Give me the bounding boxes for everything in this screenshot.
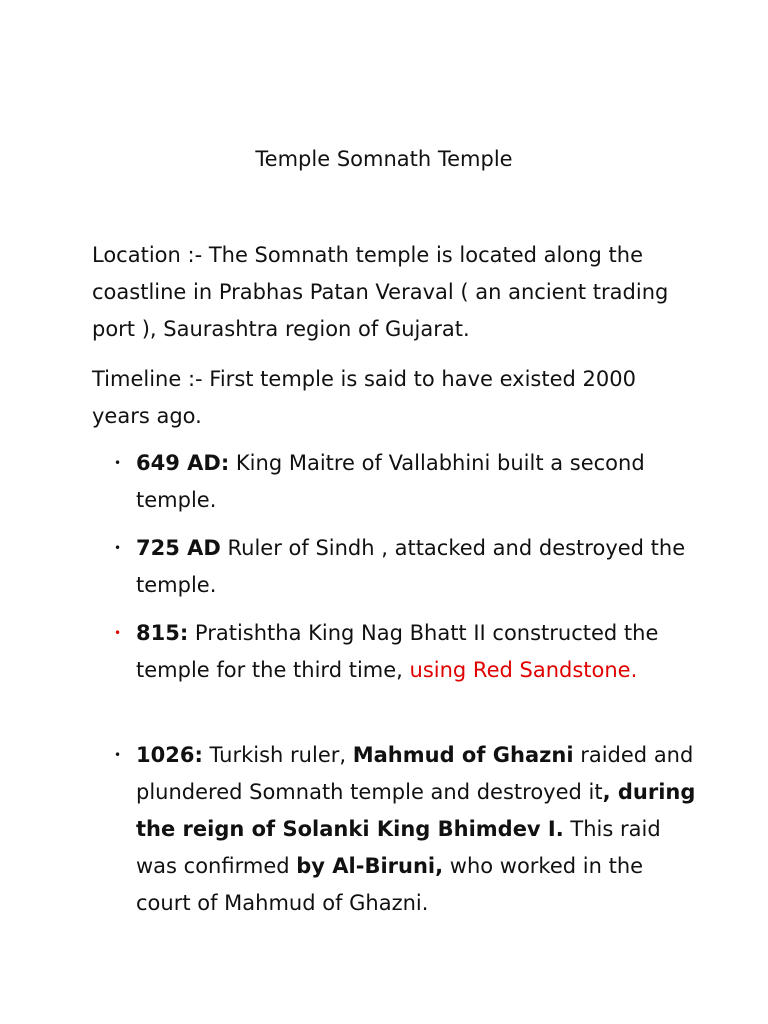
item-year: 1026: (136, 743, 203, 767)
highlight-text: using Red Sandstone. (409, 658, 638, 682)
item-text: Turkish ruler, (202, 743, 353, 767)
item-bold-text: Mahmud of Ghazni (352, 743, 574, 767)
item-text: King Maitre of Vallabhini built a second temple. (136, 451, 645, 512)
bullet-icon: • (114, 541, 122, 555)
page-title: Temple Somnath Temple (255, 147, 513, 171)
list-item (136, 530, 696, 604)
list-item (136, 445, 696, 519)
bullet-icon: • (114, 626, 122, 640)
item-year: 649 AD: (136, 451, 230, 475)
timeline-paragraph: Timeline :- First temple is said to have existed 2000 years ago. (92, 367, 636, 428)
bullet-icon: • (114, 748, 122, 762)
list-item (136, 737, 696, 922)
item-text: Pratishtha King Nag Bhatt II constructed the temple for the third time, (136, 621, 659, 682)
item-text: raided and plundered Somnath temple and destroyed it (136, 743, 694, 804)
item-text: who worked in the court of Mahmud of Ghazni. (136, 854, 644, 915)
item-text: This raid was confirmed (136, 817, 661, 878)
list-item (136, 615, 696, 689)
item-year: 815: (136, 621, 189, 645)
item-text: Ruler of Sindh , attacked and destroyed the temple. (136, 536, 686, 597)
item-year: 725 AD (136, 536, 221, 560)
item-bold-text: , during the reign of Solanki King Bhimdev I. (136, 780, 696, 841)
location-paragraph: Location :- The Somnath temple is located along the coastline in Prabhas Patan Veraval ( an ancient trading port ), Saurashtra region of Gujarat. (92, 243, 669, 341)
bullet-icon: • (114, 456, 122, 470)
item-bold-text: by Al-Biruni, (296, 854, 444, 878)
